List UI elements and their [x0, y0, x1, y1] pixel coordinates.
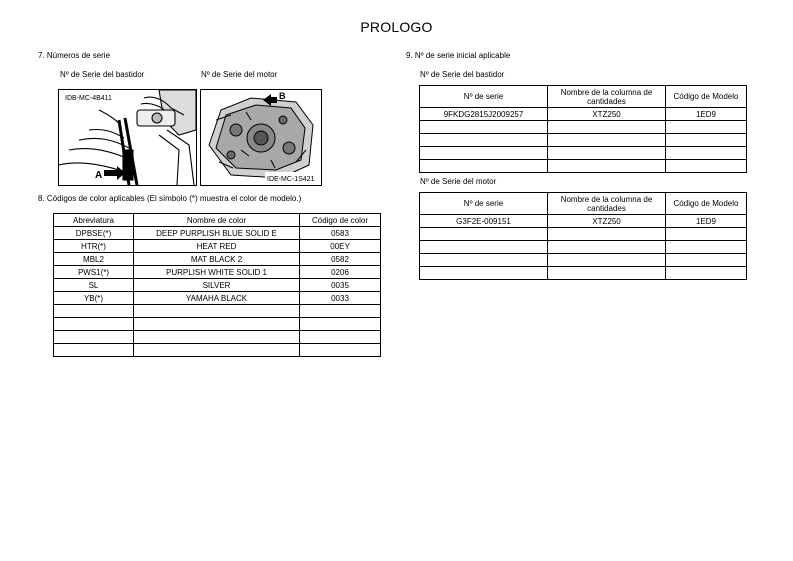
- frame-table-row: [420, 134, 747, 147]
- frame-table-header-serial: Nº de serie: [420, 86, 548, 108]
- engine-table-row-cell: [420, 267, 548, 280]
- engine-table-row-cell: [666, 267, 747, 280]
- color-table-row: [54, 318, 381, 331]
- color-table-row-cell: PURPLISH WHITE SOLID 1: [134, 266, 300, 279]
- frame-serial-table: [419, 85, 747, 173]
- engine-serial-image: [200, 89, 322, 186]
- engine-table-row-cell: [548, 254, 666, 267]
- color-table-row-cell: 0582: [300, 253, 381, 266]
- color-table-row-cell: YB(*): [54, 292, 134, 305]
- engine-table-row: [420, 241, 747, 254]
- frame-table-row-cell: [666, 121, 747, 134]
- color-table-row: [54, 266, 381, 279]
- color-table-row-cell: DEEP PURPLISH BLUE SOLID E: [134, 227, 300, 240]
- engine-table-row-cell: [420, 241, 548, 254]
- initial-engine-serial-label: Nº de Serie del motor: [420, 177, 497, 186]
- frame-table-row-cell: [666, 160, 747, 173]
- color-table-row-cell: 0035: [300, 279, 381, 292]
- engine-table-row: [420, 267, 747, 280]
- color-table-row-cell: 0206: [300, 266, 381, 279]
- color-table-row: [54, 344, 381, 357]
- frame-table-row-cell: [420, 147, 548, 160]
- frame-image-letter: A: [95, 170, 103, 181]
- engine-table-row-cell: [666, 228, 747, 241]
- color-table-row-cell: 00EY: [300, 240, 381, 253]
- frame-table-row-cell: 9FKDG2815J2009257: [420, 108, 548, 121]
- frame-table-row-cell: [420, 121, 548, 134]
- engine-table-row-cell: [548, 267, 666, 280]
- color-table-row: [54, 240, 381, 253]
- frame-image-code: IDB-MC-4B411: [65, 95, 112, 102]
- color-table-row-cell: DPBSE(*): [54, 227, 134, 240]
- frame-table-row-cell: [666, 134, 747, 147]
- frame-serial-image: [58, 89, 197, 186]
- frame-table-row: [420, 121, 747, 134]
- frame-serial-label: Nº de Serie del bastidor: [60, 70, 145, 79]
- frame-table-row-cell: [548, 160, 666, 173]
- engine-illustration: [201, 90, 321, 185]
- frame-table-row-cell: [666, 147, 747, 160]
- color-table-row-cell: [54, 318, 134, 331]
- engine-image-code: IDE-MC-1S421: [267, 176, 315, 183]
- engine-table-row-cell: XTZ250: [548, 215, 666, 228]
- color-table-row-cell: 0033: [300, 292, 381, 305]
- frame-table-row-cell: [548, 121, 666, 134]
- engine-table-header-quantity-column: Nombre de la columna de cantidades: [548, 193, 666, 215]
- color-table-header-abbreviation: Abreviatura: [54, 214, 134, 227]
- frame-table-row-cell: [548, 147, 666, 160]
- engine-table-row: [420, 215, 747, 228]
- color-table-row-cell: [134, 344, 300, 357]
- color-table-row-cell: [300, 318, 381, 331]
- engine-table-row: [420, 228, 747, 241]
- frame-table-row-cell: [420, 134, 548, 147]
- color-table-row: [54, 331, 381, 344]
- color-table-header-color-name: Nombre de color: [134, 214, 300, 227]
- color-table-row-cell: SL: [54, 279, 134, 292]
- frame-table-row-cell: 1ED9: [666, 108, 747, 121]
- color-table-row-cell: 0583: [300, 227, 381, 240]
- engine-image-letter: B: [279, 91, 286, 101]
- frame-table-row: [420, 147, 747, 160]
- color-table-row-cell: HEAT RED: [134, 240, 300, 253]
- color-table-row-cell: [54, 344, 134, 357]
- color-table-row: [54, 279, 381, 292]
- page-title: PROLOGO: [360, 19, 433, 35]
- color-table-row-cell: [300, 331, 381, 344]
- frame-table-row: [420, 160, 747, 173]
- frame-table-row: [420, 108, 747, 121]
- frame-table-row-cell: [548, 134, 666, 147]
- color-table-row-cell: [134, 318, 300, 331]
- engine-table-row-cell: [666, 254, 747, 267]
- color-table-row: [54, 292, 381, 305]
- section-8-heading: 8. Códigos de color aplicables (El símbolo (*) muestra el color de modelo.): [38, 194, 302, 203]
- engine-table-row-cell: 1ED9: [666, 215, 747, 228]
- section-7-heading: 7. Números de serie: [38, 51, 111, 60]
- color-table-row-cell: SILVER: [134, 279, 300, 292]
- engine-table-row: [420, 254, 747, 267]
- color-table-row-cell: [300, 344, 381, 357]
- color-table-row-cell: YAMAHA BLACK: [134, 292, 300, 305]
- color-table-row-cell: [134, 331, 300, 344]
- color-codes-table: [53, 213, 381, 357]
- engine-serial-label: Nº de Serie del motor: [201, 70, 278, 79]
- engine-table-row-cell: G3F2E-009151: [420, 215, 548, 228]
- engine-table-row-cell: [548, 228, 666, 241]
- color-table-row: [54, 253, 381, 266]
- color-table-row-cell: HTR(*): [54, 240, 134, 253]
- color-table-row-cell: [134, 305, 300, 318]
- frame-table-row-cell: [420, 160, 548, 173]
- engine-serial-table: [419, 192, 747, 280]
- frame-table-header-model-code: Código de Modelo: [666, 86, 747, 108]
- color-table-row-cell: [300, 305, 381, 318]
- color-table-row-cell: MAT BLACK 2: [134, 253, 300, 266]
- color-table-header-color-code: Código de color: [300, 214, 381, 227]
- section-9-heading: 9. Nº de serie inicial aplicable: [406, 51, 511, 60]
- engine-table-header-serial: Nº de serie: [420, 193, 548, 215]
- engine-table-row-cell: [548, 241, 666, 254]
- color-table-row-cell: MBL2: [54, 253, 134, 266]
- engine-table-row-cell: [420, 254, 548, 267]
- color-table-row-cell: [54, 331, 134, 344]
- frame-table-header-quantity-column: Nombre de la columna de cantidades: [548, 86, 666, 108]
- color-table-row: [54, 305, 381, 318]
- color-table-row: [54, 227, 381, 240]
- color-table-row-cell: [54, 305, 134, 318]
- color-table-row-cell: PWS1(*): [54, 266, 134, 279]
- initial-frame-serial-label: Nº de Serie del bastidor: [420, 70, 505, 79]
- engine-table-header-model-code: Código de Modelo: [666, 193, 747, 215]
- frame-illustration: [59, 90, 196, 185]
- frame-table-row-cell: XTZ250: [548, 108, 666, 121]
- engine-table-row-cell: [420, 228, 548, 241]
- engine-table-row-cell: [666, 241, 747, 254]
